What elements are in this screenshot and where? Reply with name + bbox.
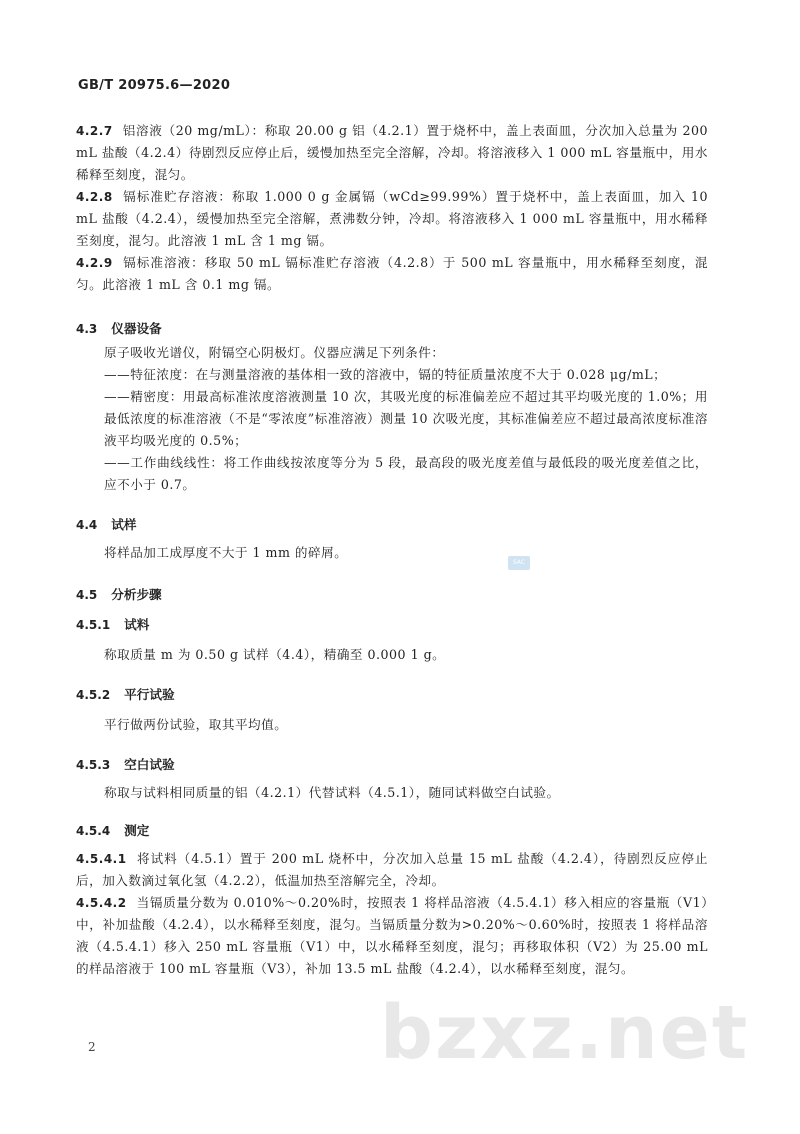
condition-text: 精密度：用最高标准浓度溶液测量 10 次，其吸光度的标准偏差应不超过其平均吸光度的 1.0%；用最低浓度的标准溶液（不是“零浓度”标准溶液）测量 10 次吸光度，其标准偏差应不超过最高浓度标准溶液平均吸光度的 0.5%； (104, 389, 708, 448)
blank-test-paragraph: 称取与试料相同质量的铝（4.2.1）代替试料（4.5.1），随同试料做空白试验。 (104, 785, 560, 800)
clause-number: 4.5.4.2 (76, 896, 127, 910)
clause-4-2-9 (76, 252, 708, 296)
section-number: 4.5 (76, 588, 98, 602)
condition-text: 工作曲线线性：将工作曲线按浓度等分为 5 段，最高段的吸光度差值与最低段的吸光度差值之比，应不小于 0.7。 (104, 455, 708, 492)
clause-text: 镉标准溶液：移取 50 mL 镉标准贮存溶液（4.2.8）于 500 mL 容量瓶中，用水稀释至刻度，混匀。此溶液 1 mL 含 0.1 mg 镉。 (76, 255, 708, 292)
test-portion-paragraph: 称取质量 m 为 0.50 g 试样（4.4），精确至 0.000 1 g。 (104, 647, 446, 662)
condition-item-1 (104, 364, 708, 386)
section-heading-4-5-1 (76, 614, 149, 633)
clause-number: 4.2.8 (76, 190, 113, 204)
section-title: 试样 (111, 517, 137, 532)
section-title: 测定 (124, 823, 150, 838)
section-title: 仪器设备 (111, 321, 162, 336)
clause-4-5-4-1 (76, 848, 708, 892)
condition-item-2 (104, 386, 708, 452)
section-number: 4.3 (76, 322, 98, 336)
page-number: 2 (88, 1040, 96, 1054)
instrument-intro: 原子吸收光谱仪，附镉空心阴极灯。仪器应满足下列条件： (104, 345, 445, 360)
standard-code-header: GB/T 20975.6—2020 (78, 78, 231, 93)
section-heading-4-5-4 (76, 820, 149, 839)
clause-number: 4.2.9 (76, 256, 113, 270)
clause-text: 铝溶液（20 mg/mL）：称取 20.00 g 铝（4.2.1）置于烧杯中，盖上表面皿，分次加入总量为 200 mL 盐酸（4.2.4）待剧烈反应停止后，缓慢加热至完全溶解，冷却。将溶液移入 1 000 mL 容量瓶中，用水稀释至刻度，混匀。 (76, 123, 708, 182)
site-watermark: bzxz.net (380, 990, 750, 1076)
clause-4-5-4-2 (76, 892, 708, 980)
clause-text: 将试料（4.5.1）置于 200 mL 烧杯中，分次加入总量 15 mL 盐酸（4.2.4），待剧烈反应停止后，加入数滴过氧化氢（4.2.2），低温加热至溶解完全，冷却。 (76, 851, 708, 888)
clause-4-2-7 (76, 120, 708, 186)
section-number: 4.5.2 (76, 688, 111, 702)
dash-marker: —— (104, 455, 131, 470)
condition-text: 特征浓度：在与测量溶液的基体相一致的溶液中，镉的特征质量浓度不大于 0.028 μg/mL； (130, 367, 667, 382)
condition-item-3 (104, 452, 708, 496)
dash-marker: —— (104, 367, 131, 382)
section-heading-4-4 (76, 514, 136, 533)
dash-marker: —— (104, 389, 131, 404)
sac-stamp: SAC (508, 556, 530, 570)
section-number: 4.5.3 (76, 758, 111, 772)
section-heading-4-5-3 (76, 754, 175, 773)
section-title: 试料 (124, 617, 150, 632)
section-title: 分析步骤 (111, 587, 162, 602)
clause-number: 4.5.4.1 (76, 852, 127, 866)
clause-text: 当镉质量分数为 0.010%～0.20%时，按照表 1 将样品溶液（4.5.4.1）移入相应的容量瓶（V1）中，补加盐酸（4.2.4），以水稀释至刻度，混匀。当镉质量分数为>0.20%～0.60%时，按照表 1 将样品溶液（4.5.4.1）移入 250 mL 容量瓶（V1）中，以水稀释至刻度，混匀；再移取体积（V2）为 25.00 mL 的样品溶液于 100 mL 容量瓶（V3），补加 13.5 mL 盐酸（4.2.4），以水稀释至刻度，混匀。 (76, 895, 708, 976)
section-heading-4-5 (76, 584, 162, 603)
section-heading-4-3 (76, 318, 162, 337)
section-title: 空白试验 (124, 757, 175, 772)
section-number: 4.5.4 (76, 824, 111, 838)
clause-number: 4.2.7 (76, 124, 113, 138)
parallel-test-paragraph: 平行做两份试验，取其平均值。 (104, 717, 288, 732)
section-number: 4.4 (76, 518, 98, 532)
clause-text: 镉标准贮存溶液：称取 1.000 0 g 金属镉（wCd≥99.99%）置于烧杯中，盖上表面皿，加入 10 mL 盐酸（4.2.4），缓慢加热至完全溶解，煮沸数分钟，冷却。将溶液移入 1 000 mL 容量瓶中，用水稀释至刻度，混匀。此溶液 1 mL 含 1 mg 镉。 (76, 189, 708, 248)
clause-4-2-8 (76, 186, 708, 252)
section-heading-4-5-2 (76, 684, 175, 703)
sample-paragraph: 将样品加工成厚度不大于 1 mm 的碎屑。 (104, 545, 348, 560)
section-title: 平行试验 (124, 687, 175, 702)
section-number: 4.5.1 (76, 618, 111, 632)
